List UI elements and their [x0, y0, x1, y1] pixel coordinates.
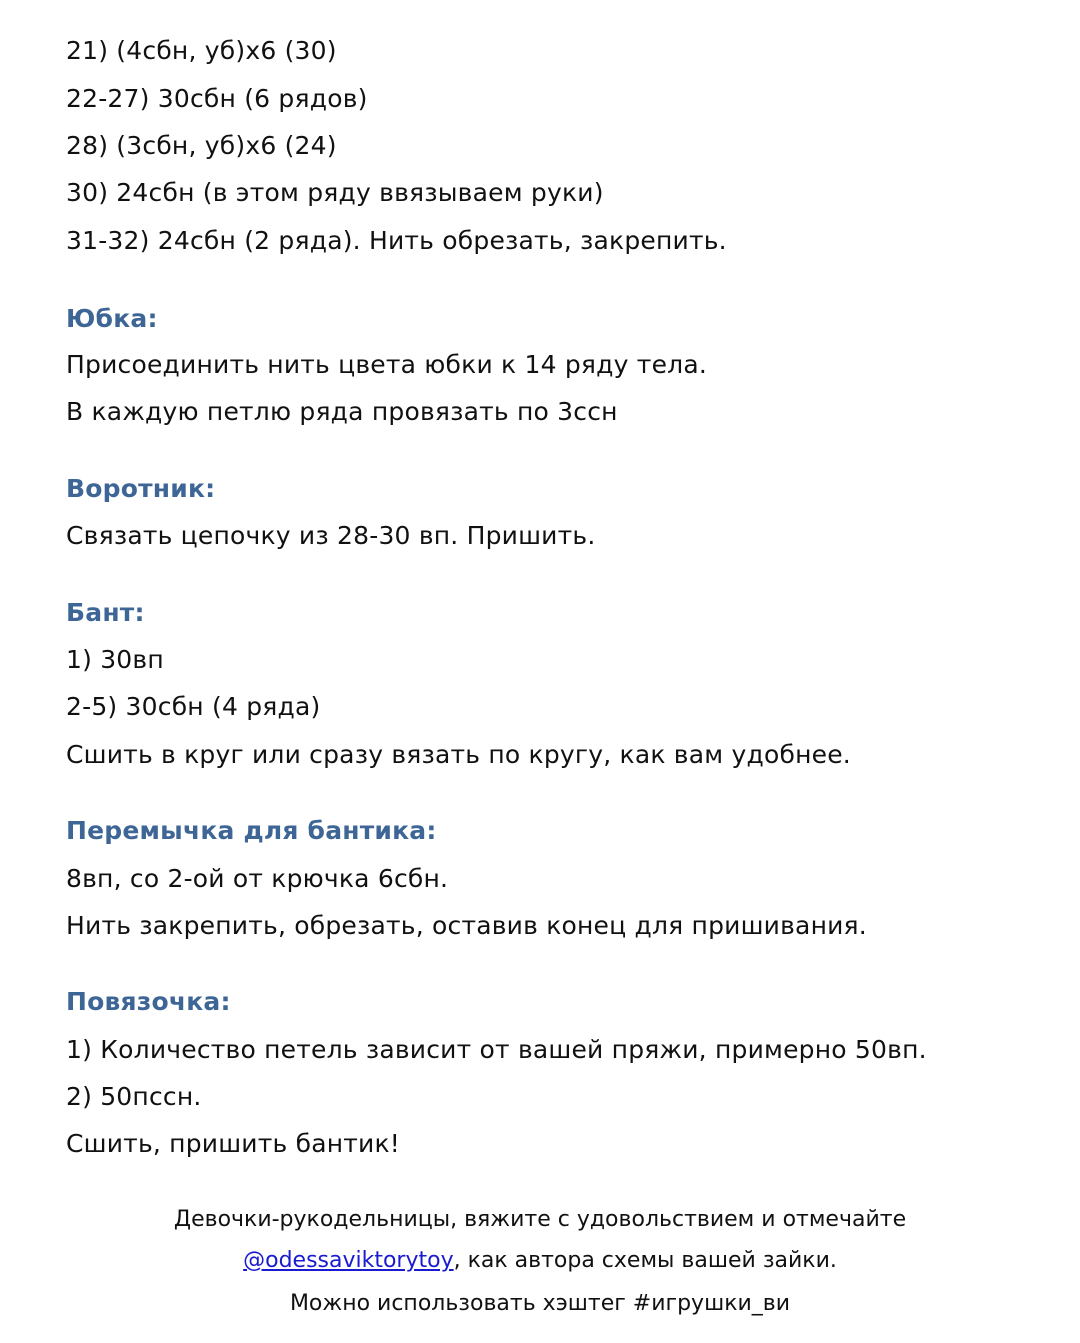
section-line: 1) Количество петель зависит от вашей пряжи, примерно 50вп. — [66, 1035, 927, 1064]
section-heading-headband: Повязочка: — [66, 987, 231, 1016]
pattern-row: 22-27) 30сбн (6 рядов) — [66, 84, 368, 113]
author-link[interactable]: @odessaviktorytoy — [243, 1248, 454, 1273]
pattern-row: 31-32) 24сбн (2 ряда). Нить обрезать, закрепить. — [66, 226, 727, 255]
section-line: Присоединить нить цвета юбки к 14 ряду тела. — [66, 350, 707, 379]
footer-line-3: Можно использовать хэштег #игрушки_ви — [289, 1291, 791, 1316]
section-heading-bow: Бант: — [66, 598, 145, 627]
section-line: 8вп, со 2-ой от крючка 6сбн. — [66, 864, 449, 893]
section-line: Нить закрепить, обрезать, оставив конец для пришивания. — [66, 911, 867, 940]
section-heading-skirt: Юбка: — [66, 304, 158, 333]
section-line: 2) 50пссн. — [66, 1082, 202, 1111]
section-line: Сшить в круг или сразу вязать по кругу, как вам удобнее. — [66, 740, 851, 769]
section-line: Сшить, пришить бантик! — [66, 1129, 401, 1158]
pattern-row: 28) (3сбн, уб)х6 (24) — [66, 131, 337, 160]
section-line: 1) 30вп — [66, 645, 164, 674]
section-heading-collar: Воротник: — [66, 474, 216, 503]
footer-line-1: Девочки-рукодельницы, вяжите с удовольствием и отмечайте — [173, 1207, 907, 1232]
section-line: В каждую петлю ряда провязать по 3ссн — [66, 397, 618, 426]
section-line: 2-5) 30сбн (4 ряда) — [66, 692, 321, 721]
footer-line-2-text: , как автора схемы вашей зайки. — [453, 1248, 837, 1273]
section-line: Связать цепочку из 28-30 вп. Пришить. — [66, 521, 596, 550]
pattern-row: 30) 24сбн (в этом ряду ввязываем руки) — [66, 178, 604, 207]
pattern-row: 21) (4сбн, уб)х6 (30) — [66, 36, 337, 65]
footer-line-2 — [0, 1246, 1080, 1276]
section-heading-bow-bridge: Перемычка для бантика: — [66, 816, 437, 845]
